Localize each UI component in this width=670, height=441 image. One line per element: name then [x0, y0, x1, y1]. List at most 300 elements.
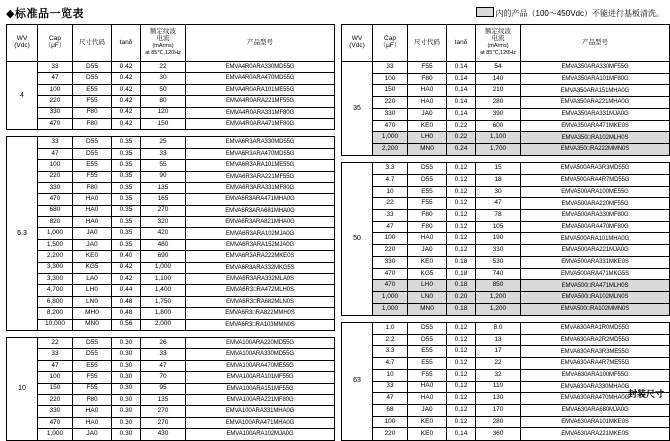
cell-ripple-current: 105 — [476, 221, 521, 233]
title-row — [6, 5, 664, 21]
cell-capacitance: 330 — [38, 107, 73, 118]
table-row — [7, 137, 335, 148]
cell-size-code: D55 — [73, 137, 112, 148]
cell-part-number: EMVA500ARA100ME55G — [521, 186, 670, 198]
col-header-ripple: 额定纹波 电流 (mArms) at 85℃,120Hz — [476, 25, 521, 62]
cell-ripple-current: 1,100 — [141, 274, 186, 285]
page-title: ◆标准品一览表 — [6, 8, 84, 20]
cell-part-number: EMVA6R3ARA681MHA0G — [186, 205, 335, 216]
cell-tan-delta: 0.30 — [112, 394, 141, 405]
cell-size-code: LN0 — [408, 292, 447, 304]
cell-part-number: EMVA6R3ARA222MKE0S — [186, 251, 335, 262]
table-row — [342, 322, 670, 334]
table-row — [7, 160, 335, 171]
cell-size-code: D55 — [408, 322, 447, 334]
cell-part-number: EMVA350□RA102MLH0S — [521, 132, 670, 144]
cell-part-number: EMVA4R0ARA330MD55G — [186, 62, 335, 73]
table-row — [342, 144, 670, 156]
cell-capacitance: 47 — [373, 393, 408, 405]
cell-tan-delta: 0.12 — [447, 416, 476, 428]
cell-capacitance: 470 — [38, 118, 73, 129]
cell-part-number: EMVA350ARA330MF55G — [521, 62, 670, 74]
cell-ripple-current: 850 — [476, 280, 521, 292]
table-row — [342, 381, 670, 393]
cell-tan-delta: 0.12 — [447, 346, 476, 358]
cell-part-number: EMVA350ARA331MJA0G — [521, 108, 670, 120]
cleaning-note — [476, 7, 664, 19]
cell-size-code: F55 — [408, 62, 447, 74]
cell-ripple-current: 1,800 — [141, 308, 186, 319]
table-row — [342, 334, 670, 346]
table-row — [7, 96, 335, 107]
left-header-row — [7, 25, 335, 62]
cell-part-number: EMVA500□RA102MMN0S — [521, 303, 670, 315]
cell-ripple-current: 1,100 — [476, 132, 521, 144]
table-row — [342, 73, 670, 85]
table-row — [7, 217, 335, 228]
cell-ripple-current: 270 — [141, 417, 186, 428]
cell-capacitance: 33 — [38, 349, 73, 360]
cell-tan-delta: 0.22 — [447, 120, 476, 132]
cell-tan-delta: 0.48 — [112, 308, 141, 319]
table-row — [7, 406, 335, 417]
cell-tan-delta: 0.22 — [447, 132, 476, 144]
cell-ripple-current: 165 — [141, 194, 186, 205]
cell-size-code: HA0 — [73, 406, 112, 417]
col-header-tand: tanδ — [112, 25, 141, 62]
cell-ripple-current: 50 — [141, 84, 186, 95]
right-spec-table — [341, 24, 670, 441]
cell-ripple-current: 280 — [476, 416, 521, 428]
cell-part-number: EMVA6R3□RA682MLN0S — [186, 296, 335, 307]
cell-size-code: HA0 — [408, 393, 447, 405]
cell-ripple-current: 130 — [476, 393, 521, 405]
cell-ripple-current: 2,000 — [141, 319, 186, 330]
cell-size-code: D55 — [408, 174, 447, 186]
cell-part-number: EMVA630ARA101MKE0S — [521, 416, 670, 428]
cell-capacitance: 100 — [38, 372, 73, 383]
cell-tan-delta: 0.12 — [447, 381, 476, 393]
cell-size-code: HA0 — [73, 217, 112, 228]
cell-ripple-current: 1,000 — [141, 262, 186, 273]
cell-tan-delta: 0.14 — [447, 73, 476, 85]
cell-part-number: EMVA6R3□RA103MMN0S — [186, 319, 335, 330]
table-row — [7, 429, 335, 440]
cell-size-code: JA0 — [73, 429, 112, 440]
col-header-size: 尺寸代码 — [408, 25, 447, 62]
cell-tan-delta: 0.42 — [112, 274, 141, 285]
cell-capacitance: 150 — [38, 383, 73, 394]
cell-ripple-current: 135 — [141, 394, 186, 405]
cell-ripple-current: 47 — [141, 360, 186, 371]
table-row — [342, 210, 670, 222]
cell-size-code: F80 — [408, 210, 447, 222]
cell-part-number: EMVA500□RA102MLN0S — [521, 292, 670, 304]
cell-capacitance: 1,000 — [38, 429, 73, 440]
cell-ripple-current: 530 — [476, 256, 521, 268]
col-header-part-number: 产品型号 — [186, 25, 335, 62]
cell-ripple-current: 30 — [141, 73, 186, 84]
table-row — [7, 360, 335, 371]
cell-part-number: EMVA500ARA221MJA0G — [521, 245, 670, 257]
cell-part-number: EMVA4R0ARA470MD55G — [186, 73, 335, 84]
cell-ripple-current: 18 — [476, 174, 521, 186]
cell-ripple-current: 15 — [476, 163, 521, 175]
cell-part-number: EMVA6R3ARA471MHA0G — [186, 194, 335, 205]
cell-ripple-current: 1,700 — [476, 144, 521, 156]
cell-capacitance: 6,800 — [38, 296, 73, 307]
cell-tan-delta: 0.12 — [447, 393, 476, 405]
cell-capacitance: 47 — [373, 221, 408, 233]
group-spacer-cell — [7, 330, 335, 337]
table-row — [342, 97, 670, 109]
cell-tan-delta: 0.12 — [447, 322, 476, 334]
cell-capacitance: 4.7 — [373, 174, 408, 186]
cell-capacitance: 100 — [373, 416, 408, 428]
cell-capacitance: 220 — [373, 245, 408, 257]
cell-capacitance: 1,000 — [373, 132, 408, 144]
cell-tan-delta: 0.14 — [447, 108, 476, 120]
cell-ripple-current: 135 — [141, 182, 186, 193]
cell-size-code: F55 — [408, 198, 447, 210]
table-row — [7, 84, 335, 95]
cell-tan-delta: 0.56 — [112, 319, 141, 330]
cell-capacitance: 10,000 — [38, 319, 73, 330]
cell-capacitance: 2,200 — [373, 144, 408, 156]
cell-size-code: HA0 — [408, 97, 447, 109]
cell-size-code: MN0 — [408, 303, 447, 315]
cell-size-code: KE0 — [408, 120, 447, 132]
cell-capacitance: 470 — [373, 268, 408, 280]
table-row — [342, 221, 670, 233]
cell-ripple-current: 22 — [141, 62, 186, 73]
table-row — [7, 372, 335, 383]
cell-size-code: D55 — [408, 163, 447, 175]
cell-tan-delta: 0.35 — [112, 217, 141, 228]
cell-size-code: LH0 — [73, 285, 112, 296]
shade-swatch-icon — [476, 7, 494, 17]
cell-capacitance: 47 — [38, 148, 73, 159]
cell-size-code: HA0 — [73, 194, 112, 205]
cell-tan-delta: 0.18 — [447, 256, 476, 268]
table-row — [7, 118, 335, 129]
group-spacer — [7, 130, 335, 137]
cell-tan-delta: 0.12 — [447, 358, 476, 370]
cell-capacitance: 820 — [38, 217, 73, 228]
cell-capacitance: 2.2 — [373, 334, 408, 346]
cell-tan-delta: 0.30 — [112, 337, 141, 348]
table-row — [7, 349, 335, 360]
table-row — [7, 171, 335, 182]
cell-capacitance: 330 — [373, 256, 408, 268]
table-row — [342, 292, 670, 304]
cell-tan-delta: 0.14 — [447, 85, 476, 97]
cell-size-code: F80 — [73, 107, 112, 118]
cell-tan-delta: 0.42 — [112, 73, 141, 84]
cell-capacitance: 1,000 — [38, 228, 73, 239]
cell-tan-delta: 0.44 — [112, 285, 141, 296]
cell-capacitance: 33 — [373, 210, 408, 222]
table-row — [7, 308, 335, 319]
cell-capacitance: 10 — [373, 369, 408, 381]
cell-tan-delta: 0.20 — [447, 292, 476, 304]
cell-capacitance: 33 — [38, 62, 73, 73]
cell-ripple-current: 360 — [476, 428, 521, 440]
group-spacer — [7, 330, 335, 337]
cell-ripple-current: 190 — [476, 233, 521, 245]
cell-capacitance: 47 — [38, 360, 73, 371]
cell-size-code: E55 — [73, 84, 112, 95]
table-row — [342, 108, 670, 120]
cell-tan-delta: 0.35 — [112, 205, 141, 216]
cell-capacitance: 10 — [373, 186, 408, 198]
table-row — [342, 245, 670, 257]
cell-tan-delta: 0.30 — [112, 406, 141, 417]
cell-size-code: E55 — [73, 160, 112, 171]
cell-capacitance: 68 — [373, 404, 408, 416]
table-row — [342, 369, 670, 381]
cell-part-number: EMVA6R3ARA101ME55G — [186, 160, 335, 171]
col-header-ripple: 额定纹波 电流 (mArms) at 85℃,120Hz — [141, 25, 186, 62]
cell-size-code: F55 — [73, 372, 112, 383]
cell-ripple-current: 210 — [476, 85, 521, 97]
cell-ripple-current: 54 — [476, 62, 521, 74]
cell-working-voltage: 63 — [342, 322, 373, 440]
table-row — [342, 186, 670, 198]
cell-part-number: EMVA100ARA102MJA0G — [186, 429, 335, 440]
cell-part-number: EMVA630ARA330MHA0G — [521, 381, 670, 393]
cell-capacitance: 100 — [38, 84, 73, 95]
cell-part-number: EMVA630ARA100MF55G — [521, 369, 670, 381]
cell-size-code: F80 — [73, 182, 112, 193]
cell-tan-delta: 0.14 — [447, 97, 476, 109]
cell-ripple-current: 80 — [141, 96, 186, 107]
cell-capacitance: 220 — [373, 97, 408, 109]
cell-tan-delta: 0.30 — [112, 360, 141, 371]
group-spacer-cell — [342, 315, 670, 322]
cell-ripple-current: 1,200 — [476, 292, 521, 304]
cell-working-voltage: 4 — [7, 62, 38, 130]
table-row — [7, 107, 335, 118]
cell-part-number: EMVA350ARA151MHA0G — [521, 85, 670, 97]
cell-part-number: EMVA6R3ARA152MJA0G — [186, 239, 335, 250]
cell-part-number: EMVA500ARA3R3MD55G — [521, 163, 670, 175]
left-table-head — [7, 25, 335, 62]
cell-capacitance: 3.3 — [373, 346, 408, 358]
cell-tan-delta: 0.35 — [112, 148, 141, 159]
table-row — [342, 346, 670, 358]
table-row — [7, 417, 335, 428]
cell-working-voltage: 50 — [342, 163, 373, 316]
left-spec-table — [6, 24, 335, 441]
cell-tan-delta: 0.30 — [112, 349, 141, 360]
cell-size-code: E55 — [408, 186, 447, 198]
cell-ripple-current: 30 — [476, 186, 521, 198]
cell-ripple-current: 1,400 — [141, 285, 186, 296]
cell-size-code: F55 — [73, 171, 112, 182]
cell-ripple-current: 78 — [476, 210, 521, 222]
table-row — [7, 296, 335, 307]
cell-tan-delta: 0.12 — [447, 334, 476, 346]
cell-capacitance: 220 — [38, 394, 73, 405]
cell-tan-delta: 0.12 — [447, 245, 476, 257]
cell-size-code: F80 — [408, 73, 447, 85]
cell-ripple-current: 25 — [141, 137, 186, 148]
group-spacer-cell — [7, 130, 335, 137]
cell-capacitance: 3.3 — [373, 163, 408, 175]
cell-size-code: E55 — [408, 346, 447, 358]
table-row — [7, 194, 335, 205]
cell-size-code: F80 — [73, 394, 112, 405]
cell-part-number: EMVA500ARA471MKG5S — [521, 268, 670, 280]
cell-tan-delta: 0.12 — [447, 210, 476, 222]
cell-ripple-current: 1,200 — [476, 303, 521, 315]
cell-size-code: JA0 — [408, 245, 447, 257]
cell-tan-delta: 0.35 — [112, 171, 141, 182]
cell-tan-delta: 0.35 — [112, 194, 141, 205]
cell-size-code: JA0 — [408, 404, 447, 416]
cell-part-number: EMVA350□RA222MMN0S — [521, 144, 670, 156]
cell-capacitance: 8,200 — [38, 308, 73, 319]
cell-tan-delta: 0.40 — [112, 251, 141, 262]
cell-working-voltage: 35 — [342, 62, 373, 156]
cell-tan-delta: 0.48 — [112, 296, 141, 307]
cell-size-code: HA0 — [408, 85, 447, 97]
left-table-body — [7, 62, 335, 441]
cell-capacitance: 3,300 — [38, 262, 73, 273]
cell-size-code: KE0 — [408, 256, 447, 268]
cell-ripple-current: 430 — [141, 429, 186, 440]
cell-capacitance: 100 — [38, 160, 73, 171]
table-row — [7, 394, 335, 405]
cell-size-code: HA0 — [73, 205, 112, 216]
col-header-tand: tanδ — [447, 25, 476, 62]
cell-capacitance: 680 — [38, 205, 73, 216]
cell-ripple-current: 13 — [476, 334, 521, 346]
cell-part-number: EMVA350ARA471MKE0S — [521, 120, 670, 132]
cell-ripple-current: 70 — [141, 372, 186, 383]
cell-size-code: KG5 — [408, 268, 447, 280]
cell-capacitance: 100 — [373, 233, 408, 245]
cell-tan-delta: 0.12 — [447, 221, 476, 233]
cell-tan-delta: 0.35 — [112, 182, 141, 193]
right-header-row — [342, 25, 670, 62]
cell-ripple-current: 420 — [141, 228, 186, 239]
cell-ripple-current: 32 — [476, 369, 521, 381]
cell-size-code: LH0 — [408, 132, 447, 144]
cell-capacitance: 470 — [38, 194, 73, 205]
table-row — [342, 280, 670, 292]
cell-capacitance: 33 — [373, 381, 408, 393]
cell-ripple-current: 600 — [476, 120, 521, 132]
cell-size-code: F80 — [73, 118, 112, 129]
table-row — [7, 383, 335, 394]
cell-size-code: D55 — [73, 349, 112, 360]
cell-capacitance: 220 — [38, 171, 73, 182]
cell-working-voltage: 6.3 — [7, 137, 38, 331]
group-spacer — [342, 315, 670, 322]
table-row — [342, 256, 670, 268]
cell-part-number: EMVA6R3ARA102MJA0G — [186, 228, 335, 239]
table-row — [7, 251, 335, 262]
cell-capacitance: 4,700 — [38, 285, 73, 296]
cell-capacitance: 220 — [38, 96, 73, 107]
cell-capacitance: 33 — [373, 62, 408, 74]
cell-tan-delta: 0.42 — [112, 262, 141, 273]
cell-part-number: EMVA6R3ARA470MD55G — [186, 148, 335, 159]
cell-tan-delta: 0.42 — [112, 118, 141, 129]
cell-capacitance: 2,200 — [38, 251, 73, 262]
table-row — [342, 358, 670, 370]
cell-size-code: D55 — [408, 334, 447, 346]
cell-size-code: MH0 — [73, 308, 112, 319]
cell-part-number: EMVA500ARA330MF80G — [521, 210, 670, 222]
cell-capacitance: 470 — [373, 120, 408, 132]
cell-size-code: F55 — [73, 96, 112, 107]
table-row — [7, 73, 335, 84]
cell-capacitance: 330 — [38, 406, 73, 417]
cell-tan-delta: 0.35 — [112, 228, 141, 239]
col-header-cap: Cap （μF） — [373, 25, 408, 62]
cell-capacitance: 100 — [373, 73, 408, 85]
cell-part-number: EMVA6R3ARA331MF80G — [186, 182, 335, 193]
cell-part-number: EMVA630ARA3R3ME55G — [521, 346, 670, 358]
cell-part-number: EMVA4R0ARA101ME55G — [186, 84, 335, 95]
cell-ripple-current: 17 — [476, 346, 521, 358]
cell-tan-delta: 0.35 — [112, 137, 141, 148]
cell-ripple-current: 740 — [476, 268, 521, 280]
group-spacer-cell — [342, 155, 670, 162]
table-row — [342, 198, 670, 210]
table-row — [342, 163, 670, 175]
cell-size-code: JA0 — [73, 239, 112, 250]
cell-part-number: EMVA500ARA470MF80G — [521, 221, 670, 233]
cell-part-number: EMVA630ARA680MJA0G — [521, 404, 670, 416]
cell-size-code: D55 — [73, 148, 112, 159]
table-row — [7, 262, 335, 273]
cell-size-code: F55 — [408, 369, 447, 381]
cell-size-code: KE0 — [408, 428, 447, 440]
cell-part-number: EMVA4R0ARA221MF55G — [186, 96, 335, 107]
cell-ripple-current: 140 — [476, 73, 521, 85]
cell-tan-delta: 0.30 — [112, 417, 141, 428]
cell-part-number: EMVA6R3ARA821MHA0G — [186, 217, 335, 228]
cell-ripple-current: 22 — [476, 358, 521, 370]
cell-tan-delta: 0.14 — [447, 62, 476, 74]
cell-part-number: EMVA100ARA330MD55G — [186, 349, 335, 360]
cell-tan-delta: 0.12 — [447, 369, 476, 381]
cell-part-number: EMVA630ARA4R7ME55G — [521, 358, 670, 370]
cell-capacitance: 33 — [38, 137, 73, 148]
table-row — [7, 274, 335, 285]
cell-size-code: HA0 — [408, 381, 447, 393]
cell-tan-delta: 0.30 — [112, 383, 141, 394]
cell-part-number: EMVA500ARA331MKE0S — [521, 256, 670, 268]
cell-size-code: JA0 — [408, 108, 447, 120]
cell-part-number: EMVA100ARA471MHA0G — [186, 417, 335, 428]
cell-part-number: EMVA100ARA470ME55G — [186, 360, 335, 371]
cell-capacitance: 470 — [373, 280, 408, 292]
cell-part-number: EMVA500ARA101MHA0G — [521, 233, 670, 245]
table-row — [7, 205, 335, 216]
cell-size-code: E55 — [408, 358, 447, 370]
cell-size-code: KE0 — [408, 416, 447, 428]
cell-capacitance: 1,000 — [373, 303, 408, 315]
right-table-body — [342, 62, 670, 441]
table-row — [342, 62, 670, 74]
group-spacer — [342, 155, 670, 162]
cell-tan-delta: 0.35 — [112, 160, 141, 171]
